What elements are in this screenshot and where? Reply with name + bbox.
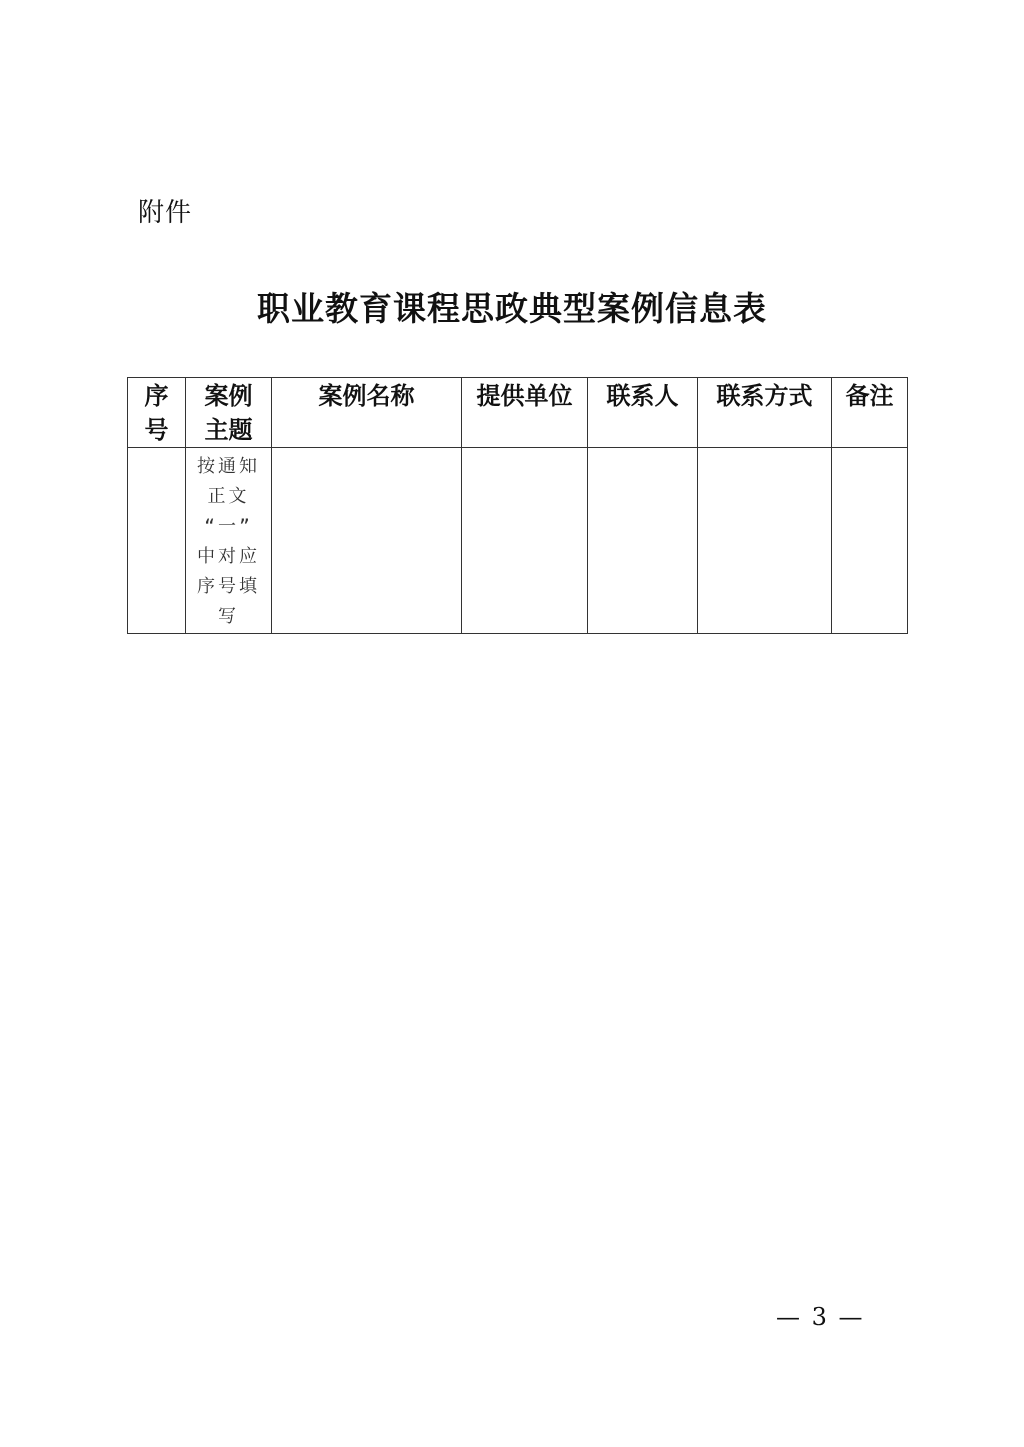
table-header-row <box>128 378 908 448</box>
theme-note-line: 序号填 <box>197 576 260 597</box>
column-header-provider <box>462 378 588 448</box>
cell-provider[interactable] <box>462 448 588 634</box>
theme-note-line: 中对应 <box>197 546 260 567</box>
theme-note-line: 正文 <box>207 486 250 507</box>
column-header-remarks <box>832 378 908 448</box>
theme-note-line: 写 <box>218 606 239 627</box>
column-header-case-name <box>272 378 462 448</box>
theme-fill-instruction <box>186 448 271 632</box>
cell-case-name[interactable] <box>272 448 462 634</box>
column-header-line: 序 <box>144 382 169 410</box>
theme-note-line: 按通知 <box>197 456 260 477</box>
cell-contact-info[interactable] <box>698 448 832 634</box>
column-header-line: 联系人 <box>606 382 679 410</box>
column-header-contact <box>588 378 698 448</box>
column-header-contact-info <box>698 378 832 448</box>
column-header-line: 主题 <box>204 416 253 444</box>
column-header-line: 提供单位 <box>476 382 573 410</box>
column-header-line: 备注 <box>845 382 894 410</box>
cell-seq[interactable] <box>128 448 186 634</box>
cell-contact[interactable] <box>588 448 698 634</box>
column-header-line: 案例名称 <box>318 382 415 410</box>
column-header-line: 联系方式 <box>716 382 813 410</box>
case-info-table <box>127 377 908 634</box>
cell-remarks[interactable] <box>832 448 908 634</box>
document-title: 职业教育课程思政典型案例信息表 <box>257 289 767 328</box>
column-header-line: 案例 <box>204 382 253 410</box>
table-row <box>128 448 908 634</box>
column-header-seq <box>128 378 186 448</box>
page-number: — 3 — <box>776 1303 865 1331</box>
column-header-theme <box>186 378 272 448</box>
column-header-line: 号 <box>144 416 169 444</box>
cell-theme[interactable] <box>186 448 272 634</box>
theme-note-line: “一” <box>204 516 253 537</box>
attachment-label: 附件 <box>138 198 193 228</box>
